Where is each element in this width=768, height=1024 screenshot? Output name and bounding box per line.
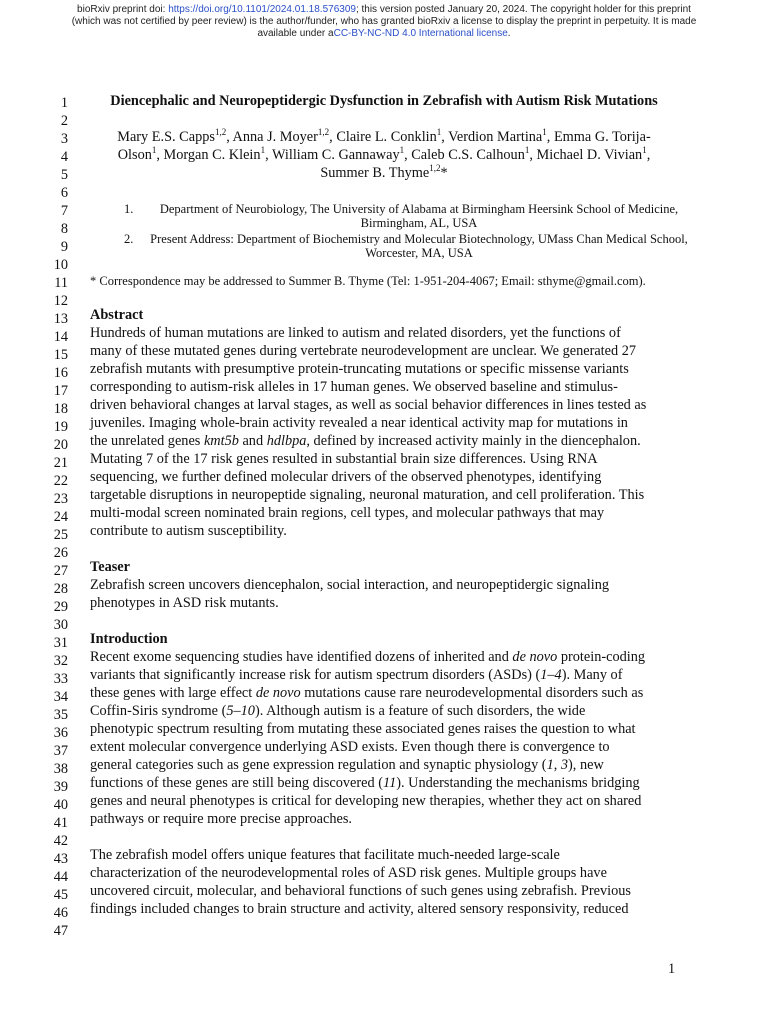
intro-line: pathways or require more precise approaches. xyxy=(90,811,352,827)
citation-link[interactable]: 1 xyxy=(546,757,554,773)
correspondence-note: * Correspondence may be addressed to Summer B. Thyme (Tel: 1-951-204-4067; Email: sthyme@gmail.com). xyxy=(90,274,646,288)
abstract-line: juveniles. Imaging whole-brain activity revealed a near identical activity map for mutations in xyxy=(90,415,628,431)
abstract-line: the unrelated genes kmt5b and hdlbpa, defined by increased activity mainly in the diencephalon. xyxy=(90,433,641,449)
author-line-1: Mary E.S. Capps$^{1,2}$, Anna J. Moyer$^{1,2}$, Claire L. Conklin$^1$, Verdion Martina$^1$, Emma G. Torija- xyxy=(117,127,651,145)
line-number: 15 xyxy=(53,347,68,363)
line-number: 27 xyxy=(53,563,68,579)
line-number: 35 xyxy=(53,707,68,723)
line-number: 37 xyxy=(53,743,68,759)
intro-line: Recent exome sequencing studies have identified dozens of inherited and de novo protein-coding xyxy=(90,649,646,665)
line-number: 39 xyxy=(53,779,68,795)
abstract-line: driven behavioral changes at larval stages, as well as social behavior differences in lines tested as xyxy=(90,397,647,413)
abstract-line: multi-modal screen nominated brain regions, cell types, and molecular pathways that may xyxy=(90,505,605,521)
line-number: 21 xyxy=(53,455,68,471)
teaser-line: phenotypes in ASD risk mutants. xyxy=(90,595,279,611)
banner-line-1: bioRxiv preprint doi: https://doi.org/10.1101/2024.01.18.576309; this version posted January 20, 2024. The copyright holder for this preprint xyxy=(77,4,691,15)
author-line-3: Summer B. Thyme$^{1,2}$* xyxy=(320,163,448,181)
line-number: 46 xyxy=(53,905,68,921)
doi-link[interactable]: https://doi.org/10.1101/2024.01.18.576309 xyxy=(168,4,356,15)
introduction-heading: Introduction xyxy=(90,631,168,647)
line-number: 10 xyxy=(53,257,68,273)
line-number: 31 xyxy=(53,635,68,651)
line-number: 19 xyxy=(53,419,68,435)
affiliation-line: Birmingham, AL, USA xyxy=(360,216,478,230)
citation-link[interactable]: 1–4 xyxy=(540,667,562,683)
line-number: 32 xyxy=(53,653,68,669)
body-line: The zebrafish model offers unique features that facilitate much-needed large-scale xyxy=(90,847,560,863)
line-number: 22 xyxy=(53,473,68,489)
line-number: 1 xyxy=(60,95,68,111)
line-number: 26 xyxy=(53,545,68,561)
line-number: 23 xyxy=(53,491,68,507)
citation-link[interactable]: 5–10 xyxy=(226,703,255,719)
line-number: 18 xyxy=(53,401,68,417)
line-number: 29 xyxy=(53,599,68,615)
abstract-line: corresponding to autism-risk alleles in 17 human genes. We observed baseline and stimulus- xyxy=(90,379,618,395)
line-number: 12 xyxy=(53,293,68,309)
line-number: 2 xyxy=(60,113,68,129)
line-number: 36 xyxy=(53,725,68,741)
gene-name: hdlbpa xyxy=(266,433,307,449)
line-number: 38 xyxy=(53,761,68,777)
license-link[interactable]: CC-BY-NC-ND 4.0 International license xyxy=(333,28,508,39)
citation-link[interactable]: 3 xyxy=(560,757,569,773)
line-number: 42 xyxy=(53,833,68,849)
body-line: uncovered circuit, molecular, and behavioral functions of such genes using zebrafish. Previous xyxy=(90,883,631,899)
page-number: 1 xyxy=(668,961,676,977)
line-number: 28 xyxy=(53,581,68,597)
line-number: 34 xyxy=(53,689,68,705)
line-number: 30 xyxy=(53,617,68,633)
line-number: 40 xyxy=(53,797,68,813)
line-number: 6 xyxy=(60,185,68,201)
affiliation-line: Present Address: Department of Biochemistry and Molecular Biotechnology, UMass Chan Medical School, xyxy=(150,232,688,246)
intro-line: phenotypic spectrum resulting from mutating these associated genes raises the question to what xyxy=(90,721,636,737)
line-number: 44 xyxy=(53,869,68,885)
abstract-line: zebrafish mutants with presumptive protein-truncating mutations or specific missense variants xyxy=(90,361,629,377)
line-number: 24 xyxy=(53,509,68,525)
intro-line: these genes with large effect de novo mutations cause rare neurodevelopmental disorders such as xyxy=(90,685,644,701)
intro-line: extent molecular convergence underlying ASD exists. Even though there is convergence to xyxy=(90,739,610,755)
line-number: 43 xyxy=(53,851,68,867)
affiliation-number: 2. xyxy=(124,232,134,246)
preprint-banner xyxy=(40,4,728,40)
affiliation-number: 1. xyxy=(124,202,134,216)
abstract-line: many of these mutated genes during vertebrate neurodevelopment are unclear. We generated 27 xyxy=(90,343,637,359)
line-number: 20 xyxy=(53,437,68,453)
line-number: 47 xyxy=(53,923,68,939)
line-number: 7 xyxy=(60,203,68,219)
teaser-line: Zebrafish screen uncovers diencephalon, social interaction, and neuropeptidergic signaling xyxy=(90,577,610,593)
line-number: 11 xyxy=(54,275,68,291)
affiliation-line: Department of Neurobiology, The University of Alabama at Birmingham Heersink School of Medicine, xyxy=(159,202,679,216)
body-line: findings included changes to brain structure and activity, altered sensory responsivity, reduced xyxy=(90,901,629,917)
body-line: characterization of the neurodevelopmental roles of ASD risk genes. Multiple groups have xyxy=(90,865,607,881)
intro-line: functions of these genes are still being discovered (11). Understanding the mechanisms bridging xyxy=(90,775,640,791)
line-number: 9 xyxy=(60,239,68,255)
teaser-heading: Teaser xyxy=(90,559,130,575)
gene-name: kmt5b xyxy=(203,433,239,449)
line-number: 8 xyxy=(60,221,68,237)
banner-line-3: available under aCC-BY-NC-ND 4.0 International license. xyxy=(257,28,511,39)
line-number: 3 xyxy=(60,131,68,147)
line-number: 17 xyxy=(53,383,68,399)
line-number: 13 xyxy=(53,311,68,327)
abstract-line: contribute to autism susceptibility. xyxy=(90,523,287,539)
citation-link[interactable]: 11 xyxy=(383,775,397,791)
line-number: 25 xyxy=(53,527,68,543)
line-number: 14 xyxy=(53,329,68,345)
line-number: 4 xyxy=(60,149,68,165)
paper-title: Diencephalic and Neuropeptidergic Dysfunction in Zebrafish with Autism Risk Mutations xyxy=(110,93,658,109)
line-number: 5 xyxy=(60,167,68,183)
author-line-2: Olson$^1$, Morgan C. Klein$^1$, William C. Gannaway$^1$, Caleb C.S. Calhoun$^1$, Michael D. Vivian$^1$, xyxy=(117,145,651,163)
affiliation-line: Worcester, MA, USA xyxy=(365,246,473,260)
line-number: 33 xyxy=(53,671,68,687)
intro-line: general categories such as gene expression regulation and synaptic physiology (1, 3), new xyxy=(90,757,604,773)
abstract-line: sequencing, we further defined molecular drivers of the observed phenotypes, identifying xyxy=(90,469,602,485)
line-number: 45 xyxy=(53,887,68,903)
abstract-heading: Abstract xyxy=(90,307,144,323)
line-number: 16 xyxy=(53,365,68,381)
banner-line-2: (which was not certified by peer review) is the author/funder, who has granted bioRxiv a license to display the preprint in perpetuity. It is made xyxy=(71,16,697,27)
intro-line: Coffin-Siris syndrome (5–10). Although autism is a feature of such disorders, the wide xyxy=(90,703,586,719)
abstract-line: Mutating 7 of the 17 risk genes resulted in substantial brain size differences. Using RNA xyxy=(90,451,598,467)
intro-line: variants that significantly increase risk for autism spectrum disorders (ASDs) (1–4). Many of xyxy=(90,667,623,683)
line-number: 41 xyxy=(53,815,68,831)
abstract-line: Hundreds of human mutations are linked to autism and related disorders, yet the functions of xyxy=(90,325,621,341)
abstract-line: targetable disruptions in neuropeptide signaling, neuronal maturation, and cell proliferation. This xyxy=(90,487,645,503)
intro-line: genes and neural phenotypes is critical for developing new therapies, whether they act on shared xyxy=(90,793,642,809)
